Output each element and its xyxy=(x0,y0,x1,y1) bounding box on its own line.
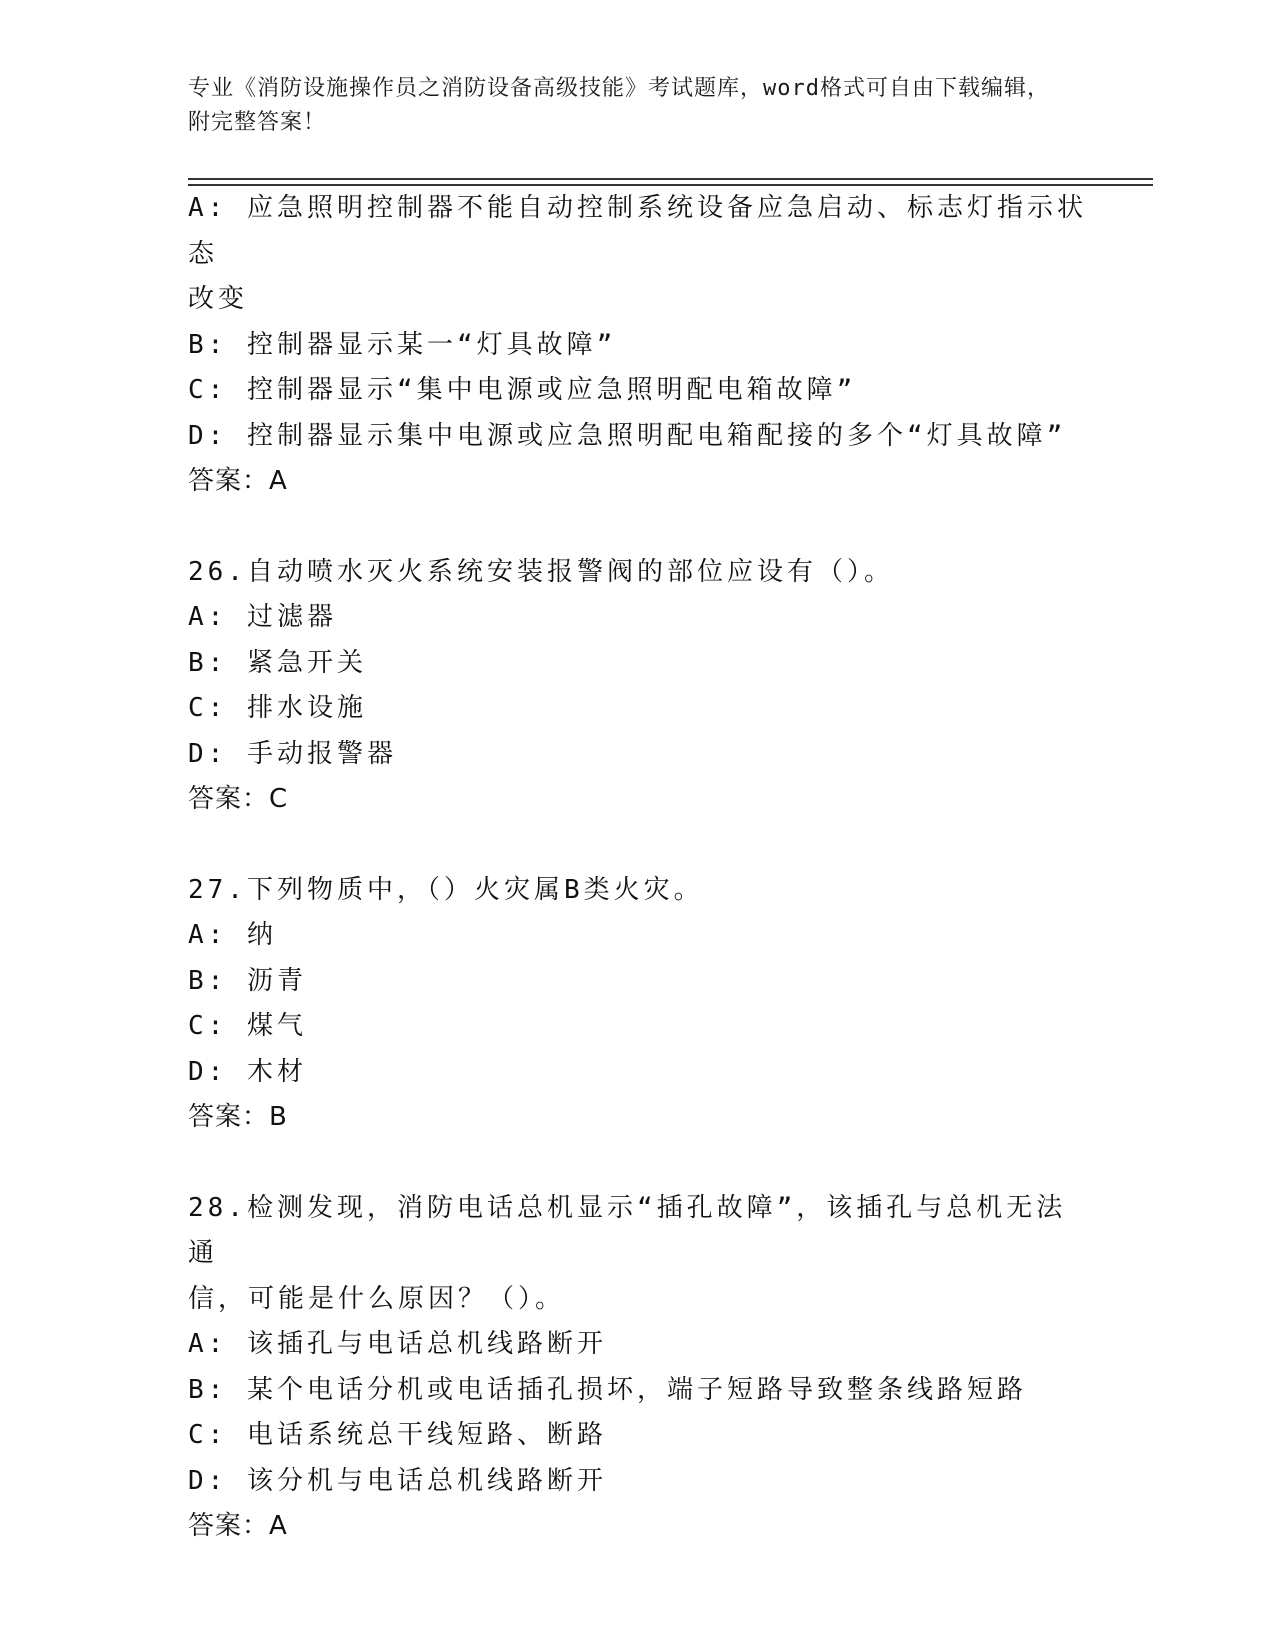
option-d: D: 控制器显示集中电源或应急照明配电箱配接的多个“灯具故障” xyxy=(188,420,1067,451)
option-c: C: 控制器显示“集中电源或应急照明配电箱故障” xyxy=(188,375,857,405)
option-b: B: 某个电话分机或电话插孔损坏，端子短路导致整条线路短路 xyxy=(188,1374,1027,1405)
answer-line: 答案：B xyxy=(188,1102,288,1132)
option-a: A: 应急照明控制器不能自动控制系统设备应急启动、标志灯指示状态 改变 xyxy=(188,193,1087,314)
question-block xyxy=(188,550,1088,823)
question-block xyxy=(188,186,1088,505)
question-block xyxy=(188,1186,1088,1550)
option-a: A: 该插孔与电话总机线路断开 xyxy=(188,1329,607,1359)
answer-line: 答案：A xyxy=(188,466,288,496)
option-d: D: 木材 xyxy=(188,1056,307,1087)
option-d: D: 手动报警器 xyxy=(188,738,397,769)
question-stem: 27.下列物质中，（）火灾属B类火灾。 xyxy=(188,874,704,905)
answer-line: 答案：A xyxy=(188,1511,288,1541)
option-a: A: 过滤器 xyxy=(188,602,337,632)
answer-line: 答案：C xyxy=(188,784,289,814)
document-header: 专业《消防设施操作员之消防设备高级技能》考试题库，word格式可自由下载编辑，附完整答案！ xyxy=(188,76,1050,135)
option-b: B: 沥青 xyxy=(188,965,307,996)
option-a: A: 纳 xyxy=(188,920,277,950)
header-divider-top xyxy=(188,178,1153,180)
option-b: B: 控制器显示某一“灯具故障” xyxy=(188,329,617,360)
option-b: B: 紧急开关 xyxy=(188,647,367,678)
spacer xyxy=(188,1141,1088,1186)
question-block xyxy=(188,868,1088,1141)
option-c: C: 电话系统总干线短路、断路 xyxy=(188,1420,607,1450)
option-d: D: 该分机与电话总机线路断开 xyxy=(188,1465,607,1496)
spacer xyxy=(188,505,1088,550)
option-c: C: 排水设施 xyxy=(188,693,367,723)
option-c: C: 煤气 xyxy=(188,1011,307,1041)
spacer xyxy=(188,823,1088,868)
question-stem: 28.检测发现，消防电话总机显示“插孔故障”，该插孔与总机无法通 信，可能是什么原因？（）。 xyxy=(188,1192,1067,1314)
question-stem: 26.自动喷水灭火系统安装报警阀的部位应设有（）。 xyxy=(188,556,894,587)
question-list xyxy=(188,186,1088,1550)
